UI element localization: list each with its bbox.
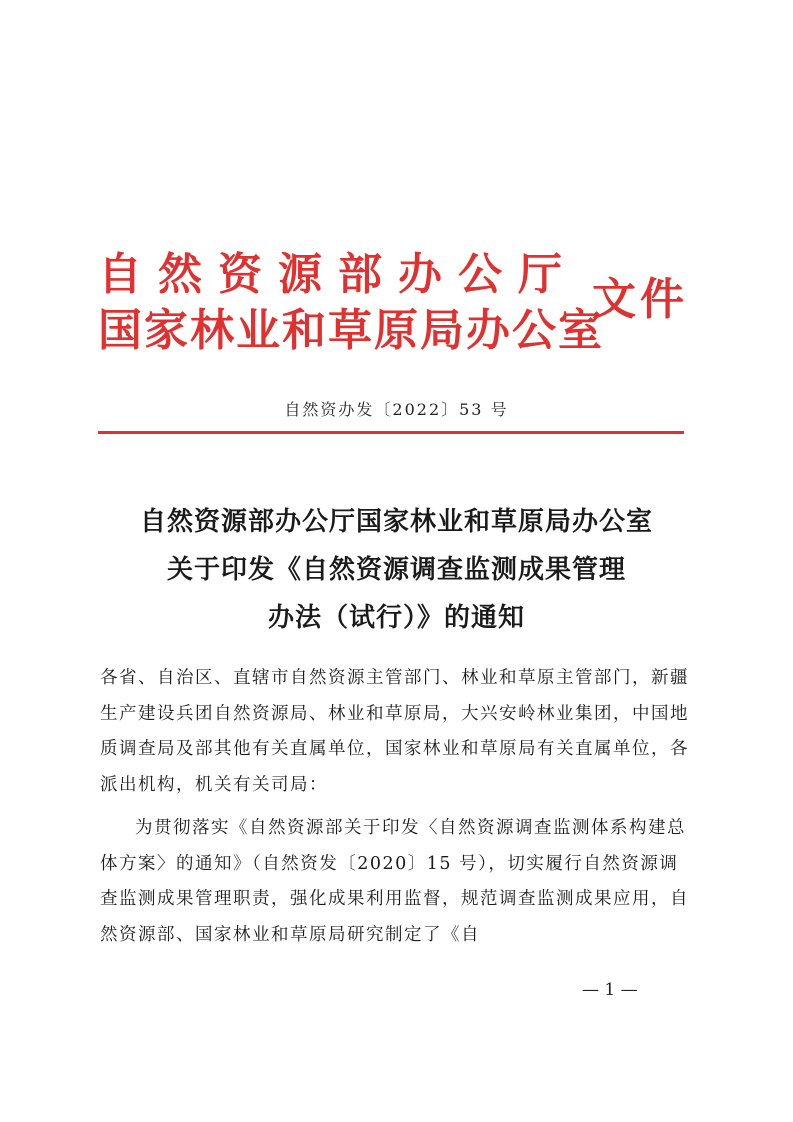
issuer-forestry-administration: 国家林业和草原局办公室 — [98, 305, 604, 356]
title-line-2: 关于印发《自然资源调查监测成果管理 — [166, 555, 626, 585]
red-divider — [98, 431, 684, 434]
title-line-1: 自然资源部办公厅国家林业和草原局办公室 — [139, 507, 653, 537]
title-line-3: 办法（试行）》的通知 — [267, 603, 525, 633]
document-number: 自然资办发〔2022〕53 号 — [284, 400, 509, 419]
document-title — [0, 498, 793, 642]
body-paragraph: 为贯彻落实《自然资源部关于印发〈自然资源调查监测体系构建总体方案〉的通知》（自然资发〔2020〕15 号），切实履行自然资源调查监测成果管理职责，强化成果利用监督，规范调查监测成果应用，自然资源部、国家林业和草原局研究制定了《自 — [100, 818, 689, 945]
issuer-ministry: 自然资源部办公厅 — [98, 249, 578, 300]
issuing-authorities — [98, 247, 604, 359]
addressees: 各省、自治区、直辖市自然资源主管部门、林业和草原主管部门，新疆生产建设兵团自然资源局、林业和草原局，大兴安岭林业集团，中国地质调查局及部其他有关直属单位，国家林业和草原局有关直属单位，各派出机构，机关有关司局： — [100, 668, 689, 795]
document-word: 文件 — [592, 274, 688, 325]
document-body — [100, 661, 690, 953]
page-number: — 1 — — [582, 980, 638, 1000]
